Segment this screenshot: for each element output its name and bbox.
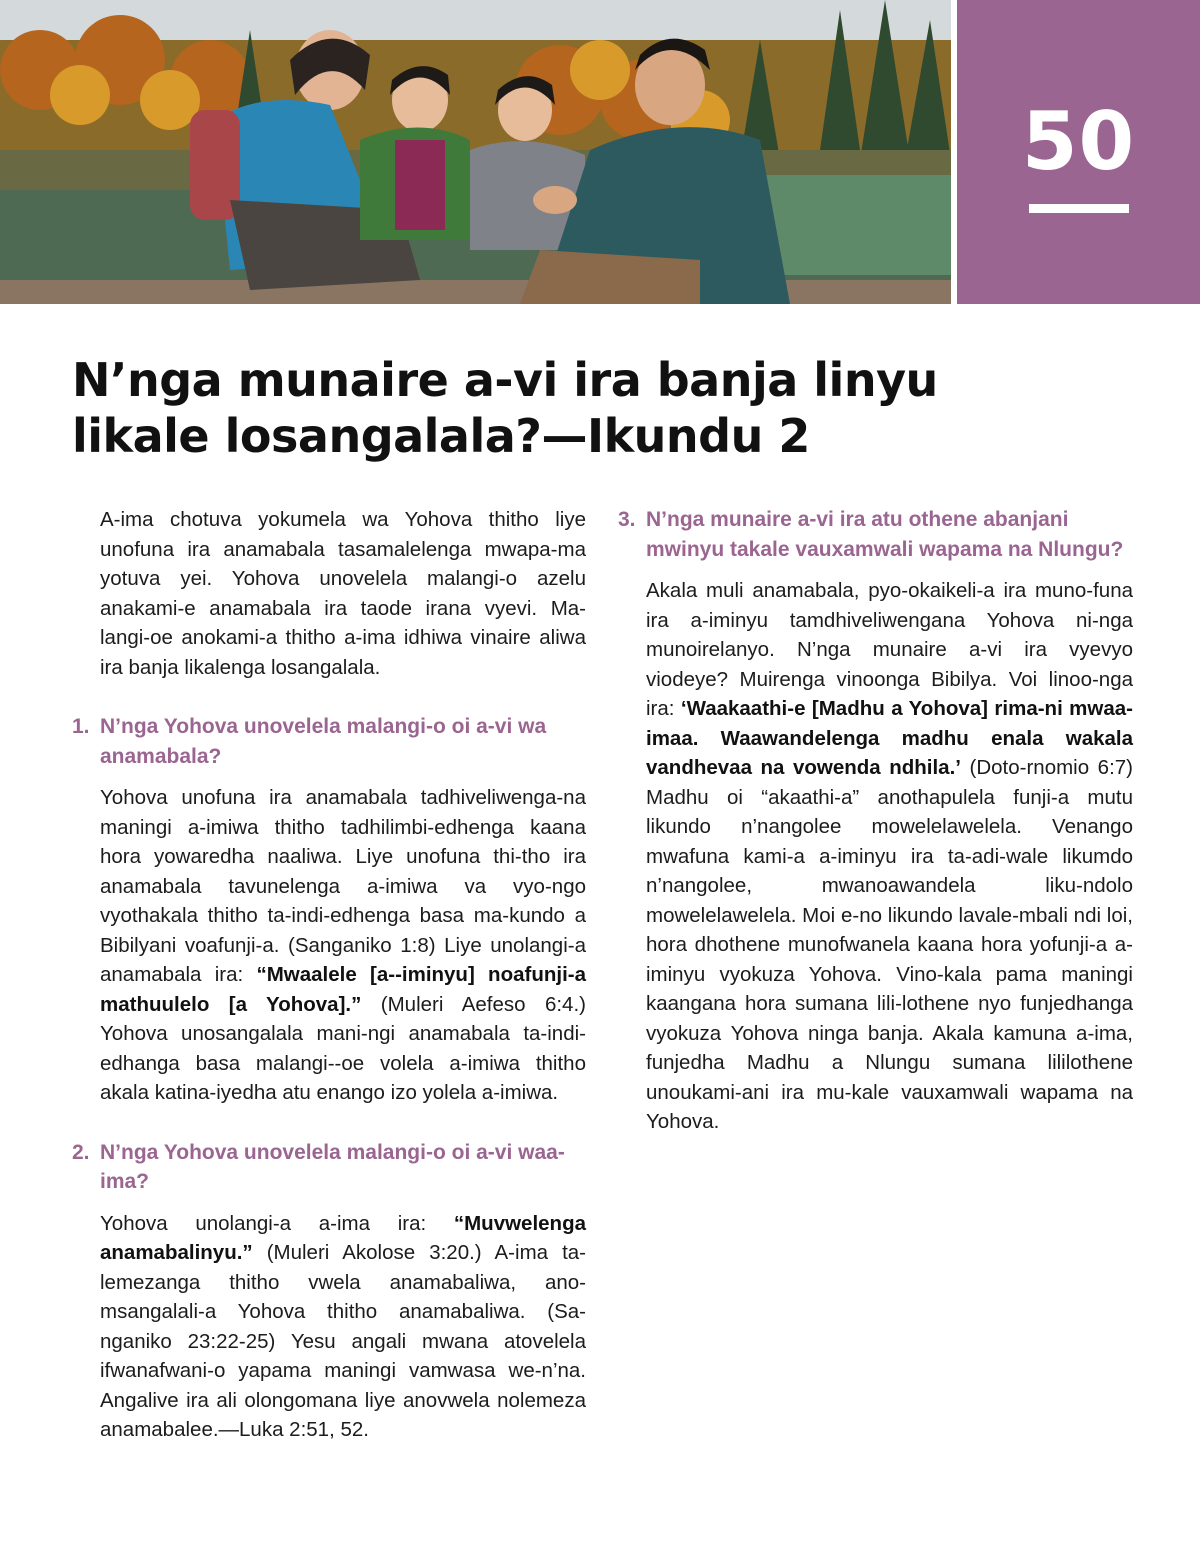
- left-column: [72, 505, 586, 1445]
- right-column: [618, 505, 1133, 1137]
- intro-paragraph: A-ima chotuva yokumela wa Yohova thitho liye unofuna ira anamabala tasamalelenga mwapa-ma yotuva yei. Yohova unovelela malangi-o azelu anakami-e anamabala ira taode irana vyevi. Ma-langi-oe anokami-a thitho a-ima idhiwa vinaire aliwa ira banja likalenga losangalala.: [100, 508, 586, 679]
- question-text: N’nga Yohova unovelela malangi-o oi a-vi wa anamabala?: [100, 715, 547, 768]
- answer-text: (Doto-rnomio 6:7) Madhu oi “akaathi-a” anothapulela funji-a mutu likundo n’nangolee mowelelawelela. Venango mwafuna kami-a a-iminyu ira ta-adi-wale likumdo n’nangolee, mwanoawandela liku-ndolo mowelelawelela. Moi e-no likundo lavale-mbali ndi loi, hora dhothene munofwanela kaana hora yofunji-a a-iminyu vyokuza Yohova. Vino-kala pama maningi kaangana hora sumana lili-lothene nyo funjedhanga vyokuza Yohova ninga banja. Akala kamuna a-ima, funjedha Madhu a Nlungu sumana lililothene unoukami-ani ira mu-kale vauxamwali wapama na Yohova.: [646, 756, 1133, 1133]
- answer-text: Akala muli anamabala, pyo-okaikeli-a ira muno-funa ira a-iminyu tamdhiveliwengana Yohova ni-nga munoirelanyo. N’nga munaire a-vi ira vyevyo viodeye? Muirenga vinoonga Bibilya. Voi linoo-nga ira:: [646, 579, 1133, 720]
- scripture-quote: ‘Waakaathi-e [Madhu a Yohova] rima-ni mwaa-imaa. Waawandelenga madhu enala wakala vandhevaa na vowenda ndhila.’: [646, 697, 1133, 779]
- question-text: N’nga munaire a-vi ira atu othene abanjani mwinyu takale vauxamwali wapama na Nlungu?: [646, 508, 1124, 561]
- answer-text: (Muleri Akolose 3:20.) A-ima ta-lemezanga thitho vwela anamabaliwa, ano-msangalali-a Yohova thitho anamabaliwa. (Sa-nganiko 23:22-25) Yesu angali mwana atovelela ifwanafwani-o yapama maningi vamwasa we-n’na. Angalive ira ali olongomana liye anovwela nolemeza anamabalee.—Luka 2:51, 52.: [100, 1241, 586, 1441]
- question-heading-1: [72, 712, 586, 771]
- question-number: 3.: [618, 508, 636, 531]
- answer-paragraph-1: [100, 783, 586, 1108]
- question-text: N’nga Yohova unovelela malangi-o oi a-vi waa-ima?: [100, 1140, 565, 1193]
- scripture-quote: “Mwaalele [a--iminyu] noafunji-a mathuulelo [a Yohova].”: [100, 963, 586, 1016]
- family-photo: [0, 0, 951, 304]
- photo-illustration: [0, 0, 951, 304]
- question-number: 2.: [72, 1140, 90, 1164]
- lesson-number: 50: [1021, 95, 1136, 188]
- answer-text: (Muleri Aefeso 6:4.) Yohova unosangalala mani-ngi anamabala ta-indi-edhanga basa malangi--oe volela a-imiwa thitho akala katina-iyedha atu enango izo yolela a-imiwa.: [100, 992, 586, 1104]
- page-header: [0, 0, 1200, 304]
- answer-text: Yohova unofuna ira anamabala tadhiveliwenga-na maningi a-imiwa thitho tadhilimbi-edhenga kaana hora yowaredha naaliwa. Liye unofuna thi-tho ira anamabala tavunelenga a-imiwa va vyo-ngo vyothakala thitho ta-indi-edhenga basa ma-kundo a Bibilyani voafunji-a. (Sanganiko 1:8) Liye unolangi-a anamabala ira:: [100, 786, 586, 986]
- answer-paragraph-3: [646, 576, 1133, 1137]
- title-line-2: likale losangalala?—Ikundu 2: [72, 409, 810, 463]
- answer-text: Yohova unolangi-a a-ima ira:: [100, 1211, 454, 1235]
- answer-paragraph-2: [100, 1209, 586, 1445]
- lesson-number-underline: [1029, 204, 1129, 213]
- lesson-number-box: [957, 0, 1200, 304]
- question-number: 1.: [72, 715, 90, 738]
- title-line-1: N’nga munaire a-vi ira banja linyu: [72, 353, 938, 407]
- page-title: [72, 352, 1132, 464]
- scripture-quote: “Muvwelenga anamabalinyu.”: [100, 1211, 586, 1264]
- question-heading-3: [618, 505, 1133, 564]
- question-heading-2: [72, 1138, 586, 1197]
